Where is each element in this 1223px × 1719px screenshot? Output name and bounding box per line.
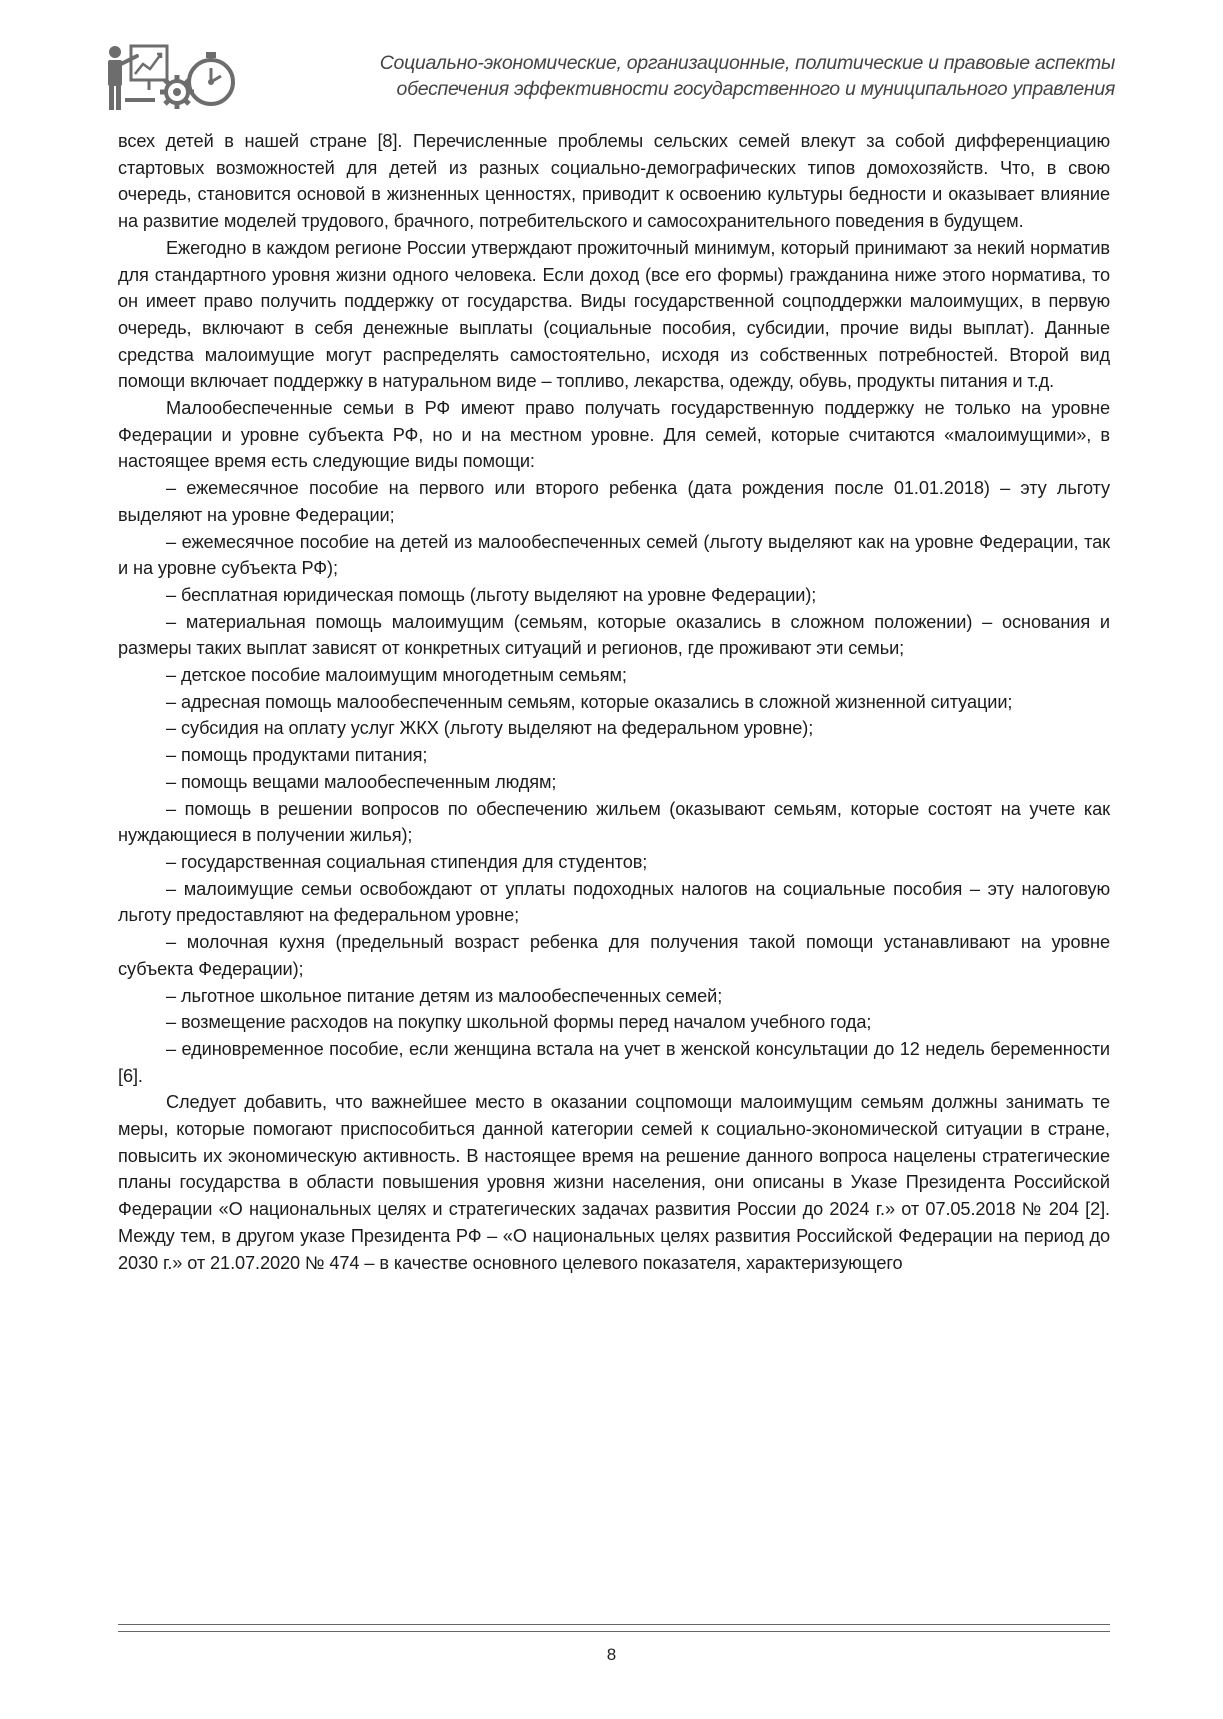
presenter-chart-gears-clock-icon bbox=[105, 42, 237, 114]
page-number: 8 bbox=[606, 1645, 617, 1664]
list-item: – помощь продуктами питания; bbox=[166, 745, 428, 766]
list-item: – материальная помощь малоимущим (семьям, которые оказались в сложном положении) – основания и размеры таких выплат зависят от конкретных ситуаций и регионов, где проживают эти семьи; bbox=[118, 611, 1110, 659]
footer-divider bbox=[118, 1624, 1110, 1632]
list-item: – детское пособие малоимущим многодетным семьям; bbox=[166, 665, 627, 686]
list-item: – молочная кухня (предельный возраст ребенка для получения такой помощи устанавливают на уровне субъекта Федерации); bbox=[118, 932, 1110, 979]
list-item: – ежемесячное пособие на первого или второго ребенка (дата рождения после 01.01.2018) – эту льготу выделяют на уровне Федерации; bbox=[118, 478, 1110, 525]
paragraph: всех детей в нашей стране [8]. Перечисленные проблемы сельских семей влекут за собой дифференциацию стартовых возможностей для детей из разных социально-демографических типов домохозяйств. Что, в свою очередь, становится основой в жизненных ценностях, приводит к освоению культуры бедности и оказывает влияние на развитие моделей трудового, брачного, потребительского и самосохранительного поведения в будущем. bbox=[118, 131, 1110, 232]
list-item: – льготное школьное питание детям из малообеспеченных семей; bbox=[166, 985, 723, 1006]
page-header bbox=[105, 38, 1115, 118]
paragraph: Ежегодно в каждом регионе России утверждают прожиточный минимум, который принимают за некий норматив для стандартного уровня жизни одного человека. Если доход (все его формы) гражданина ниже этого норматива, то он имеет право получить поддержку от государства. Виды государственной соцподдержки малоимущих, в первую очередь, включают в себя денежные выплаты (социальные пособия, субсидии, прочие виды выплат). Данные средства малоимущие могут распределять самостоятельно, исходя из собственных потребностей. Второй вид помощи включает поддержку в натуральном виде – топливо, лекарства, одежду, обувь, продукты питания и т.д. bbox=[118, 237, 1110, 392]
list-item: – бесплатная юридическая помощь (льготу выделяют на уровне Федерации); bbox=[166, 584, 817, 605]
article-body bbox=[118, 128, 1110, 1276]
list-item: – адресная помощь малообеспеченным семьям, которые оказались в сложной жизненной ситуации; bbox=[166, 691, 1013, 712]
paragraph: Следует добавить, что важнейшее место в оказании соцпомощи малоимущим семьям должны занимать те меры, которые помогают приспособиться данной категории семей к социально-экономической ситуации в стране, повысить их экономическую активность. В настоящее время на решение данного вопроса нацелены стратегические планы государства в области повышения уровня жизни населения, они описаны в Указе Президента Российской Федерации «О национальных целях и стратегических задачах развития России до 2024 г.» от 07.05.2018 № 204 [2]. Между тем, в другом указе Президента РФ – «О национальных целях развития Российской Федерации на период до 2030 г.» от 21.07.2020 № 474 – в качестве основного целевого показателя, характеризующего bbox=[118, 1092, 1110, 1273]
list-item: – ежемесячное пособие на детей из малообеспеченных семей (льготу выделяют как на уровне Федерации, так и на уровне субъекта РФ); bbox=[118, 531, 1110, 579]
journal-title-line-2: обеспечения эффективности государственного и муниципального управления bbox=[396, 78, 1115, 100]
paragraph: Малообеспеченные семьи в РФ имеют право получать государственную поддержку не только на уровне Федерации и уровне субъекта РФ, но и на местном уровне. Для семей, которые считаются «малоимущими», в настоящее время есть следующие виды помощи: bbox=[118, 398, 1110, 472]
list-item: – субсидия на оплату услуг ЖКХ (льготу выделяют на федеральном уровне); bbox=[166, 718, 814, 739]
list-item: – единовременное пособие, если женщина встала на учет в женской консультации до 12 недель беременности [6]. bbox=[118, 1038, 1110, 1086]
list-item: – государственная социальная стипендия для студентов; bbox=[166, 851, 648, 872]
journal-title-line-1: Социально-экономические, организационные, политические и правовые аспекты bbox=[379, 52, 1115, 74]
list-item: – помощь вещами малообеспеченным людям; bbox=[166, 771, 557, 792]
journal-title bbox=[255, 50, 1115, 102]
list-item: – возмещение расходов на покупку школьной формы перед началом учебного года; bbox=[166, 1012, 872, 1033]
list-item: – малоимущие семьи освобождают от уплаты подоходных налогов на социальные пособия – эту налоговую льготу предоставляют на федеральном уровне; bbox=[118, 878, 1110, 926]
list-item: – помощь в решении вопросов по обеспечению жильем (оказывают семьям, которые состоят на учете как нуждающиеся в получении жилья); bbox=[118, 798, 1110, 846]
